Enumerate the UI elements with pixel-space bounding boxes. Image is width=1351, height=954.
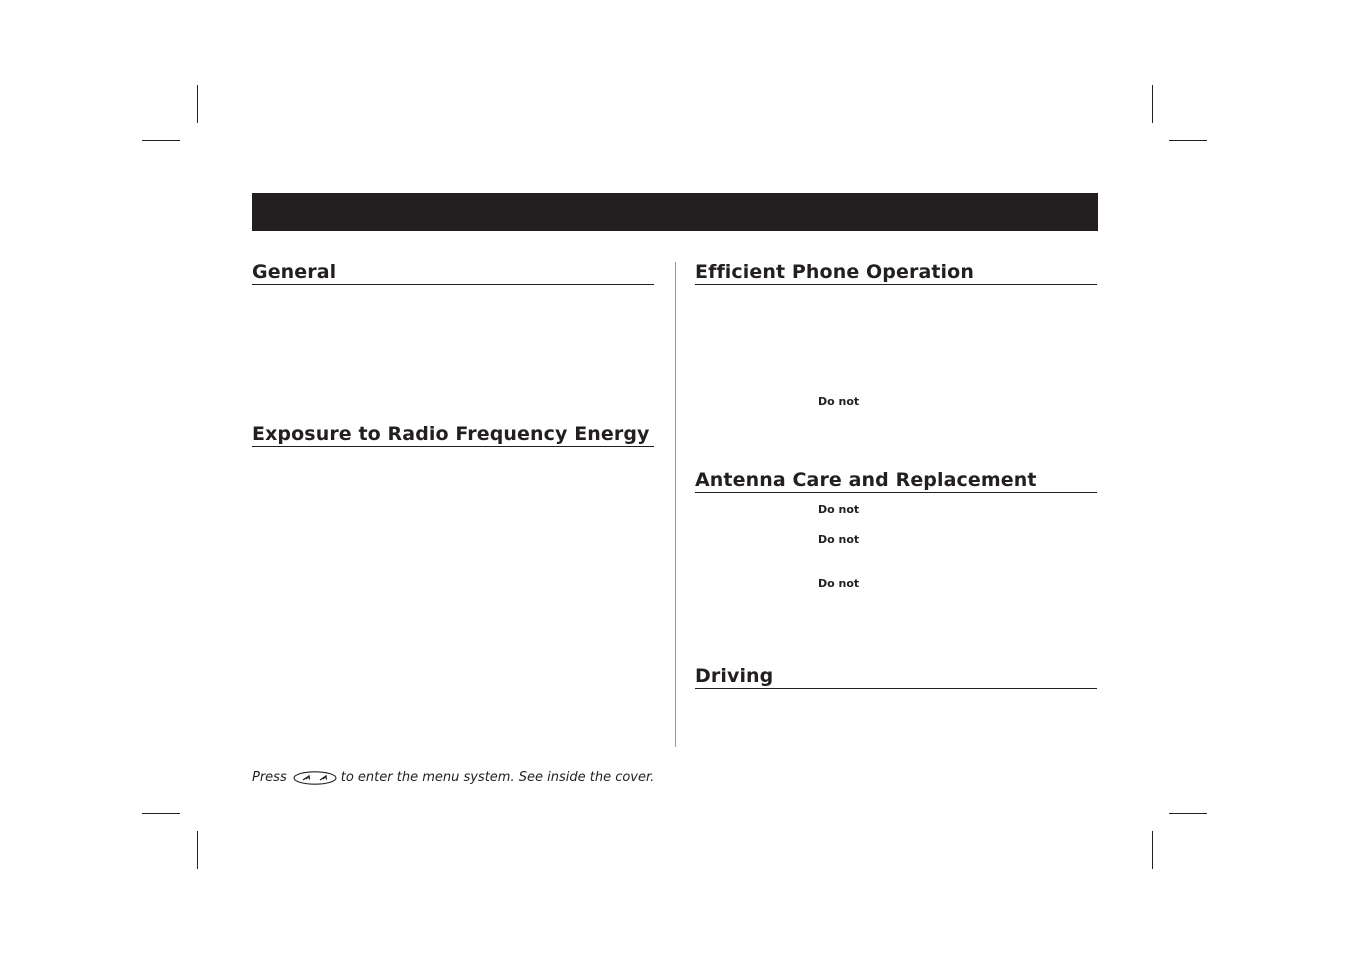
menu-key-icon [293,771,337,785]
crop-mark-bottom-left-horizontal [142,813,180,814]
heading-general: General [252,260,654,285]
crop-mark-top-right-vertical [1152,85,1153,123]
crop-mark-top-left-vertical [197,85,198,123]
crop-mark-bottom-left-vertical [197,831,198,869]
efficient-operation-do-not: Do not [818,395,860,408]
footer-note [252,770,654,786]
antenna-do-not-3: Do not [818,577,860,590]
header-bar [252,193,1098,231]
heading-driving: Driving [695,664,1097,689]
antenna-do-not-2: Do not [818,533,860,546]
heading-efficient-operation: Efficient Phone Operation [695,260,1097,285]
crop-mark-top-right-horizontal [1169,140,1207,141]
antenna-do-not-1: Do not [818,503,860,516]
crop-mark-top-left-horizontal [142,140,180,141]
heading-rf-exposure: Exposure to Radio Frequency Energy [252,422,654,447]
crop-mark-bottom-right-horizontal [1169,813,1207,814]
heading-antenna-care: Antenna Care and Replacement [695,468,1097,493]
crop-mark-bottom-right-vertical [1152,831,1153,869]
footer-text: to enter the menu system. See inside the cover. [340,770,655,785]
column-divider [675,262,676,747]
footer-press: Press [252,770,287,785]
